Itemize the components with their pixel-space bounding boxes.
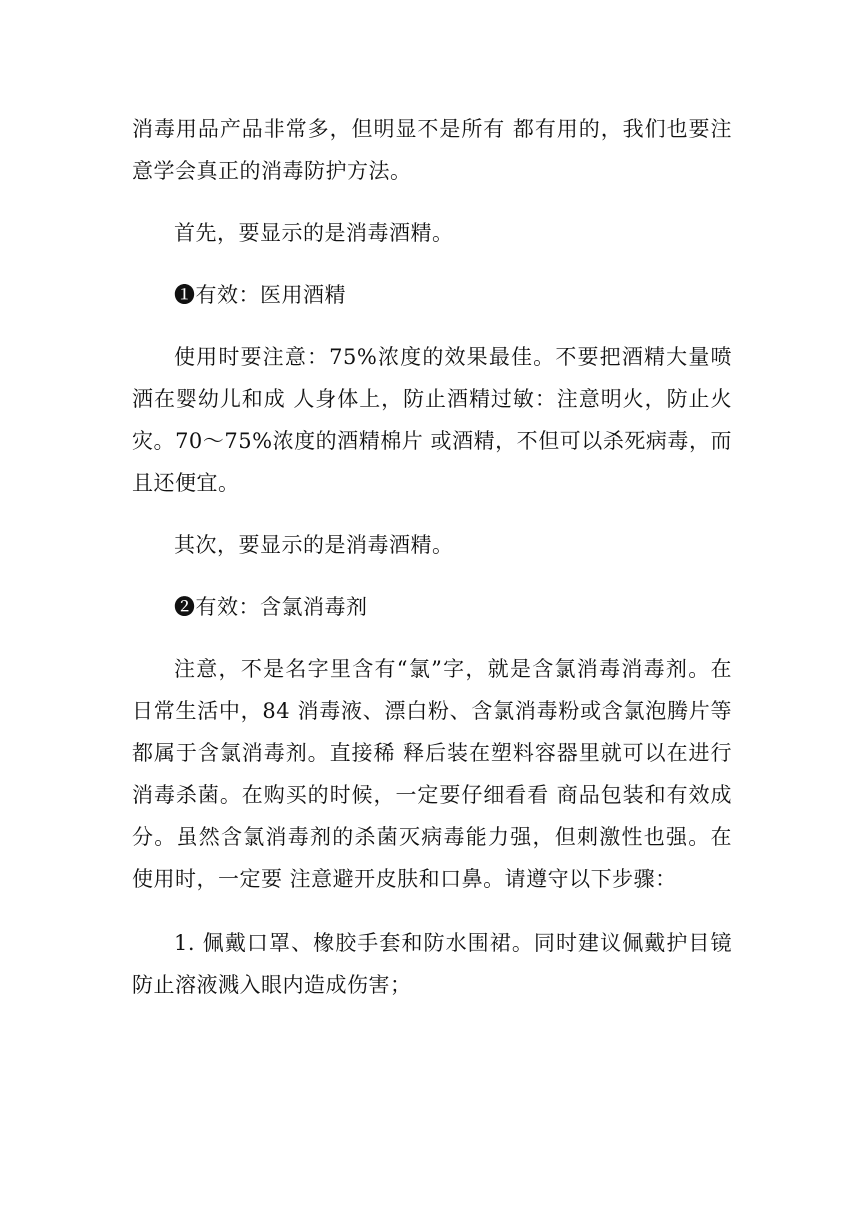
intro-paragraph: 消毒用品产品非常多，但明显不是所有 都有用的，我们也要注意学会真正的消毒防护方法。 <box>132 117 732 183</box>
first-section-heading: 首先，要显示的是消毒酒精。 <box>174 221 454 245</box>
alcohol-notes-paragraph: 使用时要注意：75%浓度的效果最佳。不要把酒精大量喷洒在婴幼儿和成 人身体上，防止酒精过敏：注意明火，防止火灾。70～75%浓度的酒精棉片 或酒精，不但可以杀死病毒，而且还便宜。 <box>132 345 732 495</box>
step-1-list-item: 1. 佩戴口罩、橡胶手套和防水围裙。同时建议佩戴护目镜防止溶液溅入眼内造成伤害； <box>132 931 732 997</box>
item-2-title: ❷有效：含氯消毒剂 <box>174 595 368 619</box>
second-section-heading: 其次，要显示的是消毒酒精。 <box>174 533 454 557</box>
item-1-title: ❶有效：医用酒精 <box>174 283 346 307</box>
chlorine-notes-paragraph: 注意，不是名字里含有“氯”字，就是含氯消毒消毒剂。在日常生活中，84 消毒液、漂白粉、含氯消毒粉或含氯泡腾片等都属于含氯消毒剂。直接稀 释后装在塑料容器里就可以在进行消毒杀菌。在购买的时候，一定要仔细看看 商品包装和有效成分。虽然含氯消毒剂的杀菌灭病毒能力强，但刺激性也强。在使用时，一定要 注意避开皮肤和口鼻。请遵守以下步骤： <box>132 657 732 891</box>
document-body <box>132 108 732 1006</box>
